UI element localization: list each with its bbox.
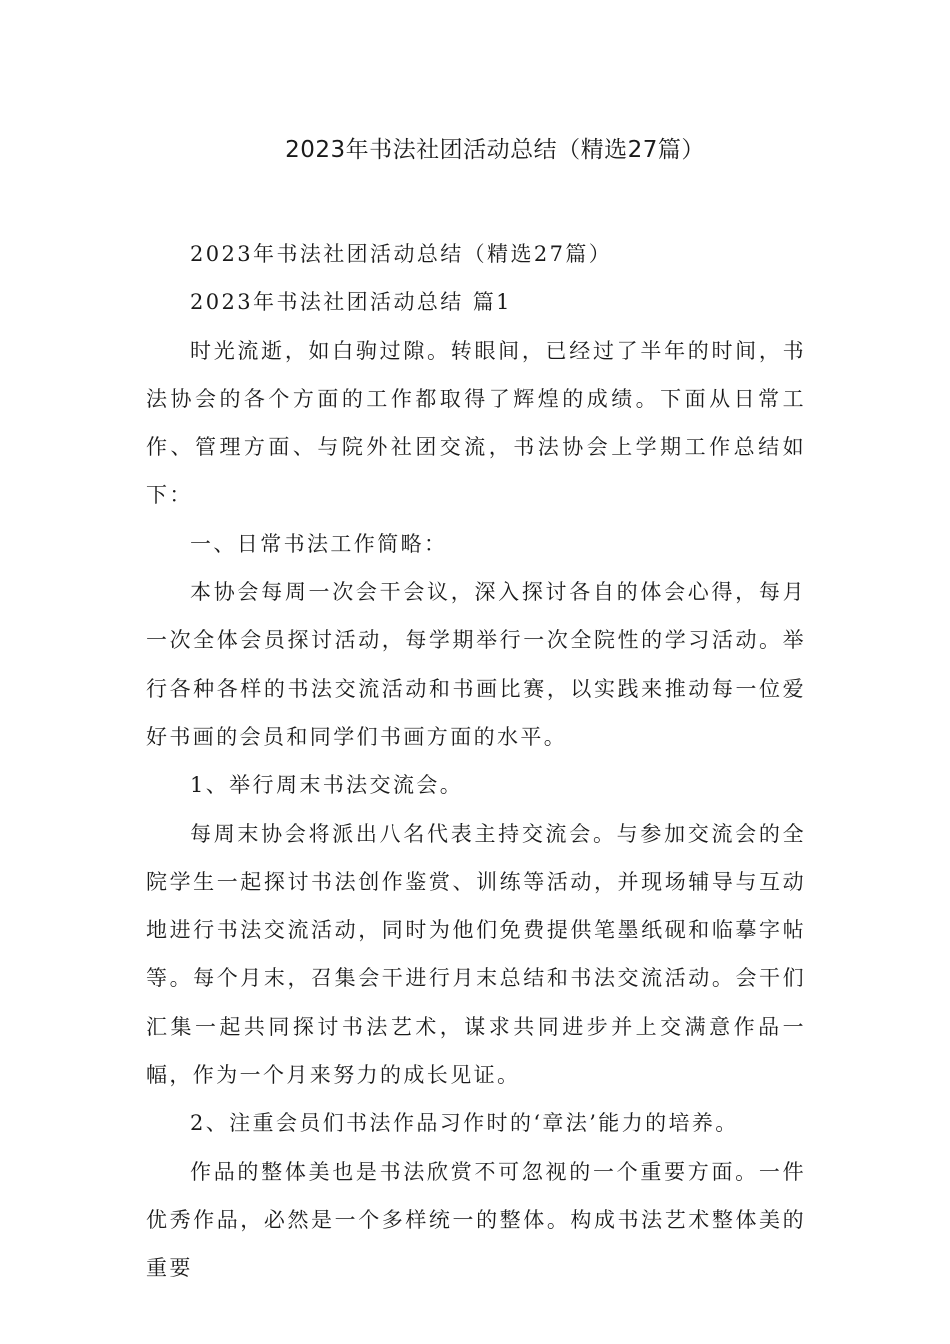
subtitle-paragraph: 2023年书法社团活动总结（精选27篇） <box>190 242 613 266</box>
section-heading: 一、日常书法工作简略： <box>190 531 448 556</box>
body-paragraph: 每周末协会将派出八名代表主持交流会。与参加交流会的全院学生一起探讨书法创作鉴赏、训练等活动，并现场辅导与互动地进行书法交流活动，同时为他们免费提供笔墨纸砚和临摹字帖等。每个月末，召集会干进行月末总结和书法交流活动。会干们汇集一起共同探讨书法艺术，谋求共同进步并上交满意作品一幅，作为一个月来努力的成长见证。 <box>146 821 806 1088</box>
subsection-heading: 2、注重会员们书法作品习作时的‘章法’能力的培养。 <box>190 1111 739 1136</box>
body-paragraph: 本协会每周一次会干会议，深入探讨各自的体会心得，每月一次全体会员探讨活动，每学期举行一次全院性的学习活动。举行各种各样的书法交流活动和书画比赛，以实践来推动每一位爱好书画的会员和同学们书画方面的水平。 <box>146 580 806 749</box>
subsection-heading: 1、举行周末书法交流会。 <box>190 773 464 798</box>
document-body <box>146 230 806 1293</box>
body-paragraph: 时光流逝，如白驹过隙。转眼间，已经过了半年的时间，书法协会的各个方面的工作都取得了辉煌的成绩。下面从日常工作、管理方面、与院外社团交流，书法协会上学期工作总结如下： <box>146 338 806 508</box>
document-title: 2023年书法社团活动总结（精选27篇） <box>285 137 705 163</box>
section-heading: 2023年书法社团活动总结 篇1 <box>190 290 512 315</box>
body-paragraph: 作品的整体美也是书法欣赏不可忽视的一个重要方面。一件优秀作品，必然是一个多样统一的整体。构成书法艺术整体美的重要 <box>146 1159 806 1281</box>
